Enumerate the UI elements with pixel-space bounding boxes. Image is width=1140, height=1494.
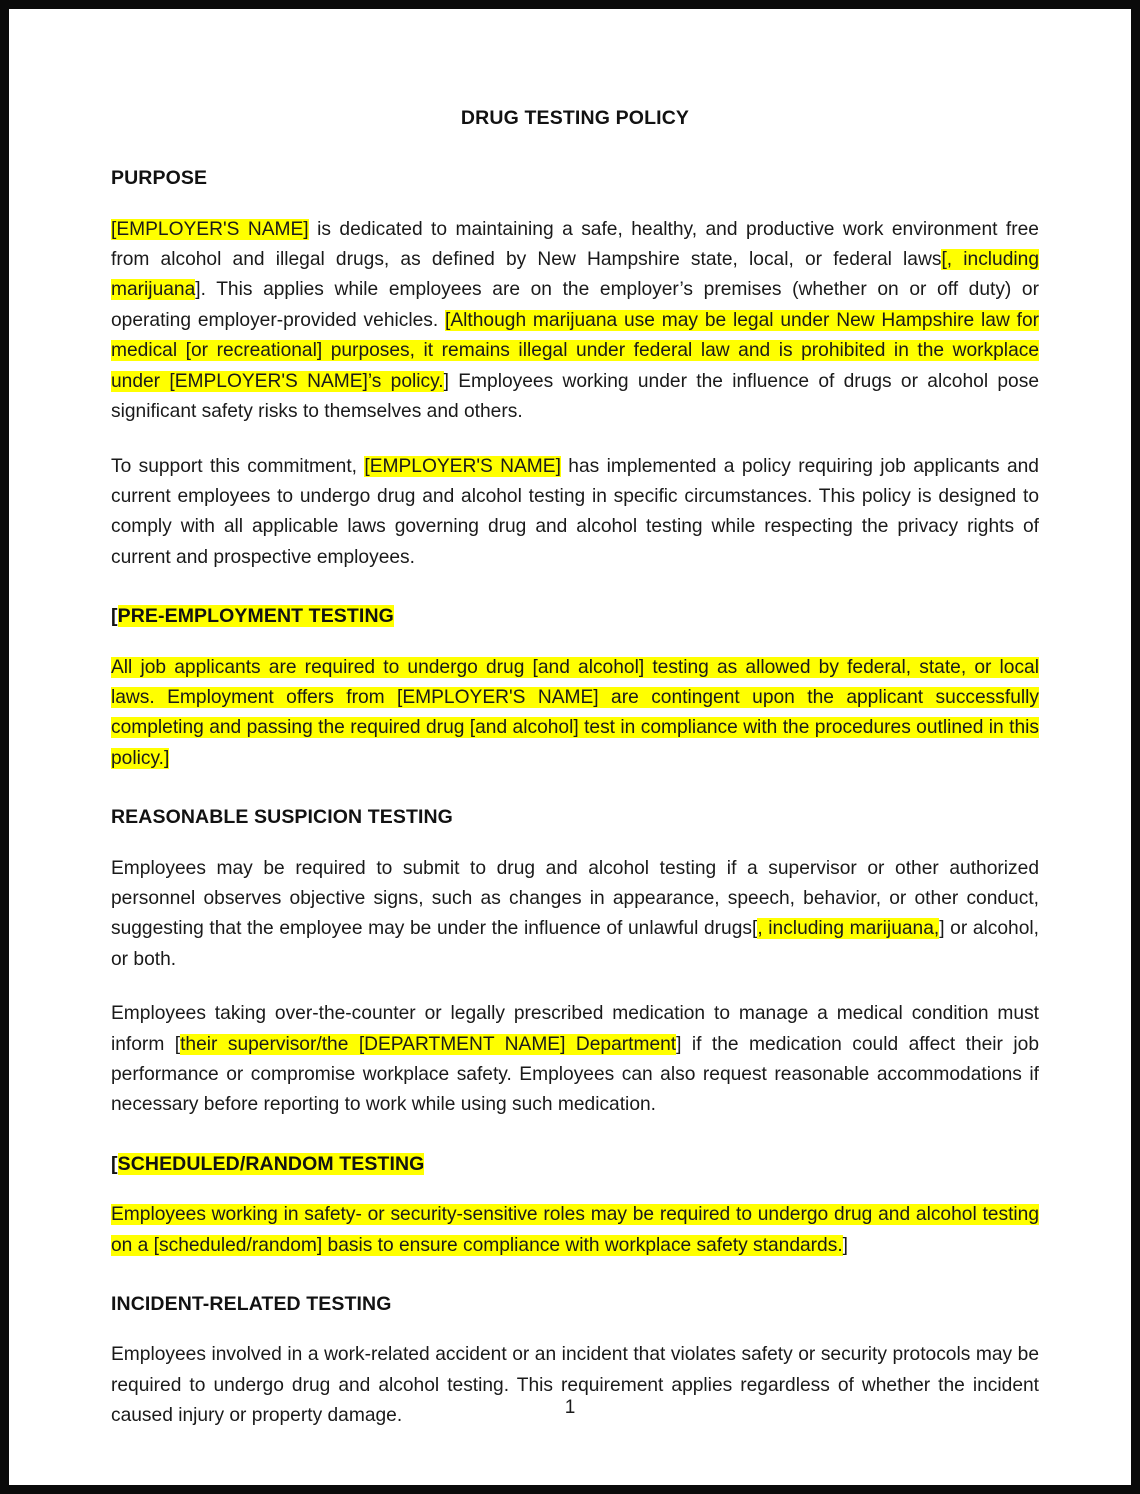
including-marijuana-clause: [, including marijuana: [111, 249, 1040, 301]
incident-related-paragraph-1: Employees involved in a work-related accident or an incident that violates safety or security protocols may be required to undergo drug and alcohol testing. This requirement applies regardless of whether the incident caused injury or property damage.: [111, 1344, 1039, 1427]
bracket-open: [: [111, 605, 118, 628]
pre-employment-clause: All job applicants are required to undergo drug [and alcohol] testing as allowed by federal, state, or local laws. Employment offers from [EMPLOYER'S NAME] are contingent upon the applicant successfully completing and passing the required drug [and alcohol] test in compliance with the procedures outlined in this policy.]: [111, 656, 1039, 769]
page-sheet: [9, 9, 1131, 1485]
reasonable-suspicion-paragraph-2: [111, 999, 1039, 1121]
department-name-placeholder: their supervisor/the [DEPARTMENT NAME] Department: [180, 1033, 677, 1055]
purpose-paragraph-2: [111, 452, 1039, 574]
heading-reasonable-suspicion-testing: REASONABLE SUSPICION TESTING: [111, 806, 453, 829]
rs-p2-text-1: Employees taking over-the-counter or legally prescribed medication to manage a medical condition must inform [: [111, 1003, 1039, 1055]
purpose-paragraph-1: [111, 215, 1039, 428]
page-title: DRUG TESTING POLICY: [460, 107, 690, 129]
scheduled-random-clause: Employees working in safety- or security-sensitive roles may be required to undergo drug and alcohol testing on a [scheduled/random] basis to ensure compliance with workplace safety standards.: [111, 1204, 1039, 1256]
purpose-p1-text-4: ]. This applies while employees are on the employer’s premises (whether on or off duty) or operating employer-provided vehicles.: [111, 279, 1039, 331]
heading-purpose: PURPOSE: [111, 167, 208, 190]
purpose-p2-text-3: has implemented a policy requiring job applicants and current employees to undergo drug and alcohol testing in specific circumstances. This policy is designed to comply with all applicable laws governing drug and alcohol testing while respecting the privacy rights of current and prospective employees.: [111, 455, 1039, 568]
reasonable-suspicion-paragraph-1: [111, 854, 1039, 976]
page-number: 1: [564, 1397, 576, 1418]
purpose-p2-text-1: To support this commitment,: [111, 455, 365, 477]
purpose-p1-text-6: ] Employees working under the influence of drugs or alcohol pose significant safety risks to themselves and others.: [111, 370, 1039, 423]
pre-employment-paragraph-1: [111, 653, 1039, 775]
scheduled-random-paragraph-1: [111, 1200, 1039, 1261]
bracket-open: [: [111, 1152, 118, 1175]
rs-p1-text-1: Employees may be required to submit to drug and alcohol testing if a supervisor or other authorized personnel observes objective signs, such as changes in appearance, speech, behavior, or other conduct, suggesting that the employee may be under the influence of unlawful drugs[: [111, 857, 1039, 940]
heading-incident-related-testing: INCIDENT-RELATED TESTING: [111, 1293, 392, 1316]
rs-p1-text-3: ] or alcohol, or both.: [111, 918, 1039, 970]
employer-name-placeholder: [EMPLOYER'S NAME]: [111, 218, 309, 240]
purpose-p1-text-2: is dedicated to maintaining a safe, healthy, and productive work environment free from alcohol and illegal drugs, as defined by New Hampshire state, local, or federal laws: [111, 218, 1039, 271]
marijuana-legality-clause: [Although marijuana use may be legal under New Hampshire law for medical [or recreational] purposes, it remains illegal under federal law and is prohibited in the workplace under [EMPLOYER'S NAME]’s policy.: [111, 309, 1040, 392]
document-body: [111, 105, 1039, 1432]
employer-name-placeholder: [EMPLOYER'S NAME]: [364, 455, 561, 477]
heading-pre-employment-testing: [111, 603, 1039, 630]
heading-scheduled-random-label: SCHEDULED/RANDOM TESTING: [117, 1152, 425, 1175]
including-marijuana-clause: , including marijuana,: [757, 918, 940, 940]
heading-scheduled-random-testing: [111, 1151, 1039, 1178]
heading-pre-employment-label: PRE-EMPLOYMENT TESTING: [117, 605, 394, 628]
rs-p2-text-3: ] if the medication could affect their job performance or compromise workplace safety. Employees can also request reasonable accommodations if necessary before reporting to work while using such medication.: [111, 1033, 1039, 1116]
bracket-close: ]: [842, 1234, 848, 1256]
